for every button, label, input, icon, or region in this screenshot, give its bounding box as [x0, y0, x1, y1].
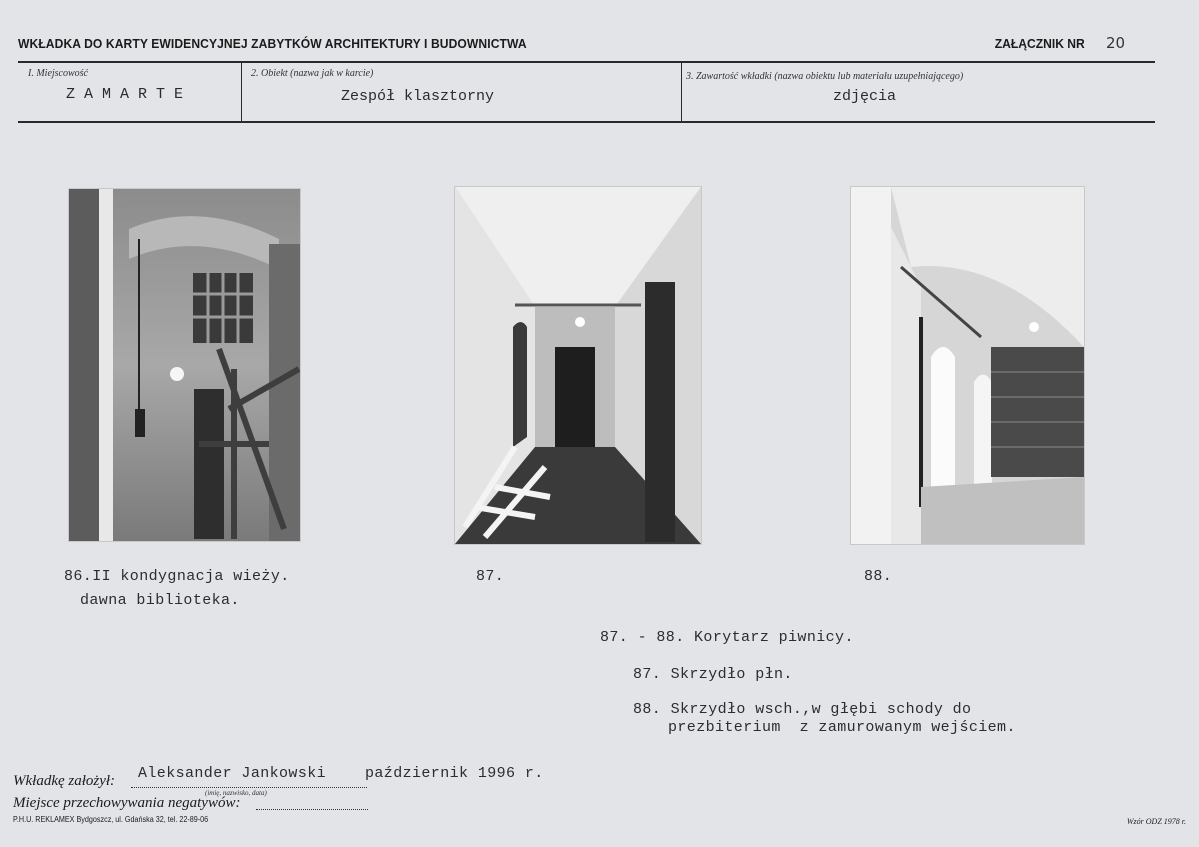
field-divider-2: [681, 62, 682, 122]
annex-number: 20: [1106, 34, 1126, 52]
record-date: październik 1996 r.: [365, 765, 544, 782]
annex-label: ZAŁĄCZNIK NR: [995, 36, 1085, 51]
note-88-line1: 88. Skrzydło wsch.,w głębi schody do: [633, 701, 972, 718]
name-date-note: (imię, nazwisko, data): [205, 789, 267, 797]
photo86-caption-line2: dawna biblioteka.: [80, 592, 240, 609]
note-87: 87. Skrzydło płn.: [633, 666, 793, 683]
cellar-corridor-east-photo: [851, 187, 1084, 544]
note-88-line2: prezbiterium z zamurowanym wejściem.: [668, 719, 1016, 736]
negatives-location-label: Miejsce przechowywania negatywów:: [13, 795, 241, 811]
cellar-corridor-north-photo: [455, 187, 701, 544]
tower-interior-photo: [69, 189, 300, 541]
content-label: 3. Zawartość wkładki (nazwa obiektu lub materiału uzupełniającego): [686, 71, 964, 82]
created-by-label: Wkładkę założył:: [13, 773, 116, 789]
photo87-caption: 87.: [476, 568, 505, 585]
header-rule-top: [18, 61, 1155, 63]
created-by-dotted-line: [131, 787, 367, 788]
header-rule-bottom: [18, 121, 1155, 123]
sheet-title: WKŁADKA DO KARTY EWIDENCYJNEJ ZABYTKÓW ARCHITEKTURY I BUDOWNICTWA: [18, 36, 527, 51]
locality-value: ZAMARTE: [66, 86, 193, 103]
printer-imprint: P.H.U. REKLAMEX Bydgoszcz, ul. Gdańska 32, tel. 22-89-06: [13, 815, 209, 824]
field-divider-1: [241, 62, 242, 122]
photo86-caption-line1: 86.II kondygnacja wieży.: [64, 568, 290, 585]
form-version: Wzór ODZ 1978 r.: [1126, 817, 1186, 826]
note-main: 87. - 88. Korytarz piwnicy.: [600, 629, 854, 646]
object-label: 2. Obiekt (nazwa jak w karcie): [251, 68, 374, 79]
author-name: Aleksander Jankowski: [138, 765, 327, 782]
locality-label: I. Miejscowość: [28, 68, 88, 79]
negatives-dotted-line: [256, 809, 368, 810]
object-value: Zespół klasztorny: [341, 88, 495, 105]
photo88-caption: 88.: [864, 568, 893, 585]
content-value: zdjęcia: [833, 88, 897, 105]
